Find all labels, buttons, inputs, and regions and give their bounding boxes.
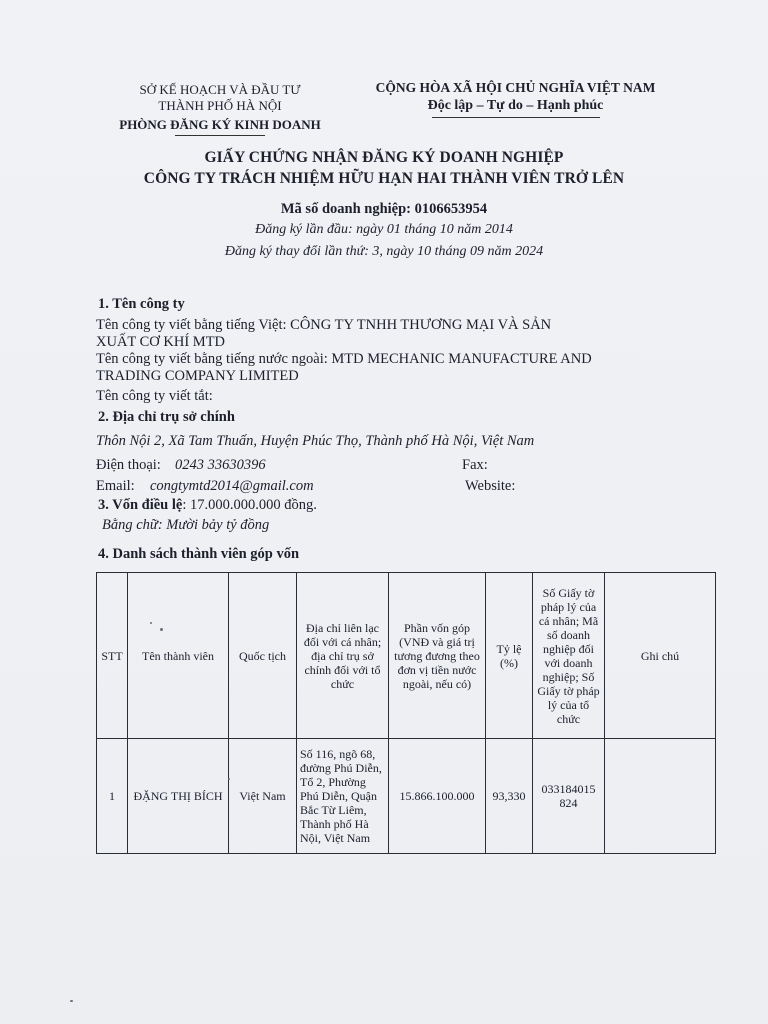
foreign-name-line1: Tên công ty viết bằng tiếng nước ngoài: MTD MECHANIC MANUFACTURE AND (96, 351, 592, 367)
cell-nationality: Việt Nam (229, 739, 297, 854)
cell-ratio: 93,330 (486, 739, 533, 854)
company-type-title: CÔNG TY TRÁCH NHIỆM HỮU HẠN HAI THÀNH VIÊN TRỞ LÊN (143, 170, 625, 187)
country-name: CỘNG HÒA XÃ HỘI CHỦ NGHĨA VIỆT NAM (375, 80, 656, 95)
table-header-row (97, 573, 716, 739)
scan-speck (228, 778, 230, 780)
foreign-name-line2: TRADING COMPANY LIMITED (96, 368, 299, 384)
email-label: Email: (96, 478, 135, 494)
column-header-capital: Phần vốn góp (VNĐ và giá trị tương đương theo đơn vị tiền nước ngoài, nếu có) (389, 573, 486, 739)
scan-speck (160, 628, 163, 631)
column-header-address: Địa chỉ liên lạc đối với cá nhân; địa chỉ trụ sở chính đối với tổ chức (297, 573, 389, 739)
email-value: congtymtd2014@gmail.com (150, 478, 314, 494)
cell-capital: 15.866.100.000 (389, 739, 486, 854)
cell-member-name: ĐẶNG THỊ BÍCH (128, 739, 229, 854)
enterprise-code: Mã số doanh nghiệp: 0106653954 (280, 201, 488, 217)
section-3-heading: 3. Vốn điều lệ (98, 497, 183, 513)
cell-address: Số 116, ngõ 68, đường Phú Diễn, Tổ 2, Phường Phú Diễn, Quận Bắc Từ Liêm, Thành phố Hà Nội, Việt Nam (297, 739, 389, 854)
phone-value: 0243 33630396 (175, 457, 266, 473)
scan-speck (150, 622, 152, 624)
national-motto: Độc lập – Tự do – Hạnh phúc (427, 98, 604, 113)
vietnamese-name-line1: Tên công ty viết bằng tiếng Việt: CÔNG TY TNHH THƯƠNG MẠI VÀ SẢN (96, 317, 552, 333)
right-header-rule (432, 117, 600, 118)
section-1-heading: 1. Tên công ty (98, 296, 185, 312)
section-2-heading: 2. Địa chỉ trụ sở chính (98, 409, 235, 425)
column-header-nationality: Quốc tịch (229, 573, 297, 739)
issuer-office: PHÒNG ĐĂNG KÝ KINH DOANH (119, 117, 321, 132)
charter-capital-value: : 17.000.000.000 đồng. (182, 497, 317, 513)
members-table (96, 572, 716, 854)
column-header-stt: STT (97, 573, 128, 739)
short-name-label: Tên công ty viết tắt: (96, 388, 213, 404)
cell-note (605, 739, 716, 854)
cell-stt: 1 (97, 739, 128, 854)
column-header-member-name: Tên thành viên (128, 573, 229, 739)
issuer-city: THÀNH PHỐ HÀ NỘI (158, 98, 282, 113)
section-4-heading: 4. Danh sách thành viên góp vốn (98, 546, 300, 562)
charter-capital (98, 497, 317, 514)
certificate-title: GIẤY CHỨNG NHẬN ĐĂNG KÝ DOANH NGHIỆP (204, 149, 564, 166)
column-header-legal-document: Số Giấy tờ pháp lý của cá nhân; Mã số doanh nghiệp đối với doanh nghiệp; Số Giấy tờ pháp lý của tổ chức (533, 573, 605, 739)
phone-label: Điện thoại: (96, 457, 161, 473)
column-header-ratio: Tỷ lệ (%) (486, 573, 533, 739)
issuer-department: SỞ KẾ HOẠCH VÀ ĐẦU TƯ (139, 82, 301, 97)
left-header-rule (175, 135, 265, 136)
amendment-date: Đăng ký thay đổi lần thứ: 3, ngày 10 tháng 09 năm 2024 (224, 244, 544, 259)
vietnamese-name-line2: XUẤT CƠ KHÍ MTD (96, 334, 226, 350)
website-label: Website: (465, 478, 516, 494)
charter-capital-in-words: Bằng chữ: Mười bảy tỷ đồng (102, 517, 270, 533)
first-registration-date: Đăng ký lần đầu: ngày 01 tháng 10 năm 2014 (255, 222, 513, 237)
scan-speck (70, 1000, 73, 1002)
fax-label: Fax: (462, 457, 488, 473)
column-header-note: Ghi chú (605, 573, 716, 739)
head-office-address: Thôn Nội 2, Xã Tam Thuấn, Huyện Phúc Thọ, Thành phố Hà Nội, Việt Nam (96, 433, 535, 449)
cell-legal-document: 033184015 824 (533, 739, 605, 854)
table-row (97, 739, 716, 854)
